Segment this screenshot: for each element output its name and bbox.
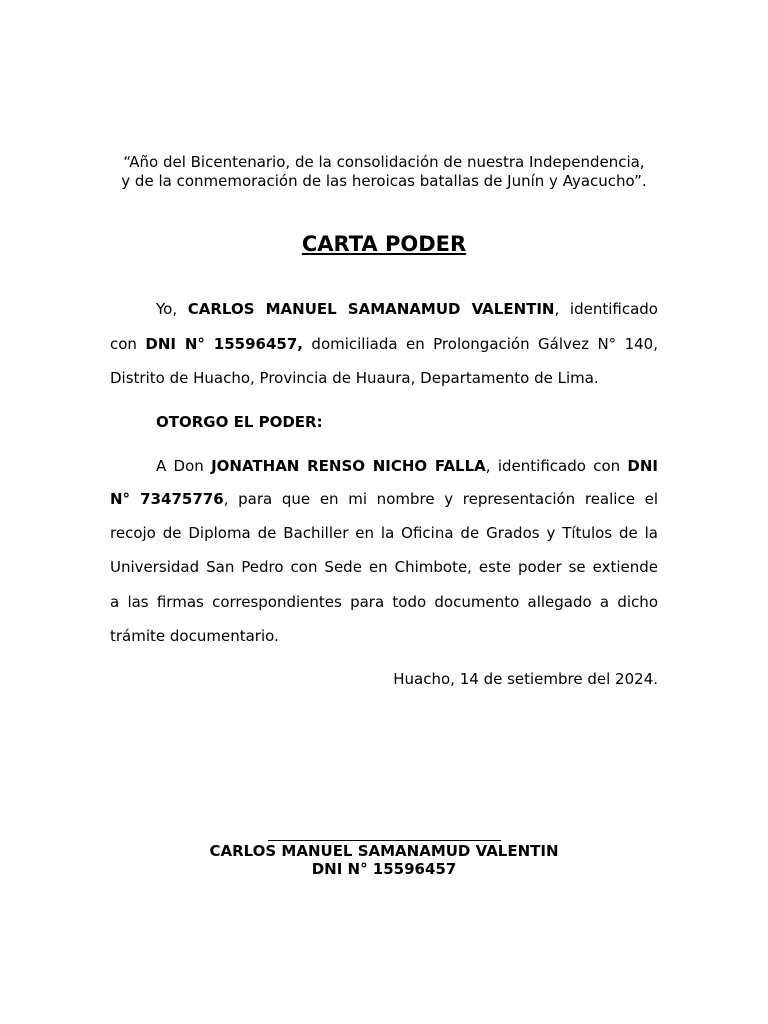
grantor-dni: DNI N° 15596457, (145, 335, 303, 353)
motto-line-1: “Año del Bicentenario, de la consolidación de nuestra Independencia, (123, 153, 645, 171)
paragraph1-line3: Distrito de Huacho, Provincia de Huaura, Departamento de Lima. (110, 369, 599, 387)
motto-line-2: y de la conmemoración de las heroicas batallas de Junín y Ayacucho”. (121, 172, 647, 190)
grantee-name: JONATHAN RENSO NICHO FALLA (211, 457, 486, 475)
paragraph2-line5: a las firmas correspondientes para todo documento allegado a dicho (110, 593, 658, 611)
paragraph2-line3: recojo de Diploma de Bachiller en la Oficina de Grados y Títulos de la (110, 524, 658, 542)
paragraph2-line4: Universidad San Pedro con Sede en Chimbote, este poder se extiende (110, 558, 658, 576)
signature-name: CARLOS MANUEL SAMANAMUD VALENTIN (209, 842, 559, 860)
paragraph1-line1: Yo, CARLOS MANUEL SAMANAMUD VALENTIN, identificado (156, 300, 658, 318)
paragraph1-line2: con DNI N° 15596457, domiciliada en Prolongación Gálvez N° 140, (110, 335, 658, 353)
place-date: Huacho, 14 de setiembre del 2024. (393, 670, 658, 688)
paragraph2-line6: trámite documentario. (110, 627, 279, 645)
signature-dni: DNI N° 15596457 (311, 860, 457, 878)
year-motto (0, 153, 768, 191)
paragraph2-line1: A Don JONATHAN RENSO NICHO FALLA, identificado con DNI (156, 457, 658, 475)
otorgo-heading: OTORGO EL PODER: (156, 413, 323, 431)
signature-line (268, 840, 501, 841)
paragraph2-line2: N° 73475776, para que en mi nombre y representación realice el (110, 490, 658, 508)
grantee-dni: N° 73475776 (110, 490, 224, 508)
grantor-name: CARLOS MANUEL SAMANAMUD VALENTIN (187, 300, 555, 318)
document-title: CARTA PODER (301, 232, 467, 256)
